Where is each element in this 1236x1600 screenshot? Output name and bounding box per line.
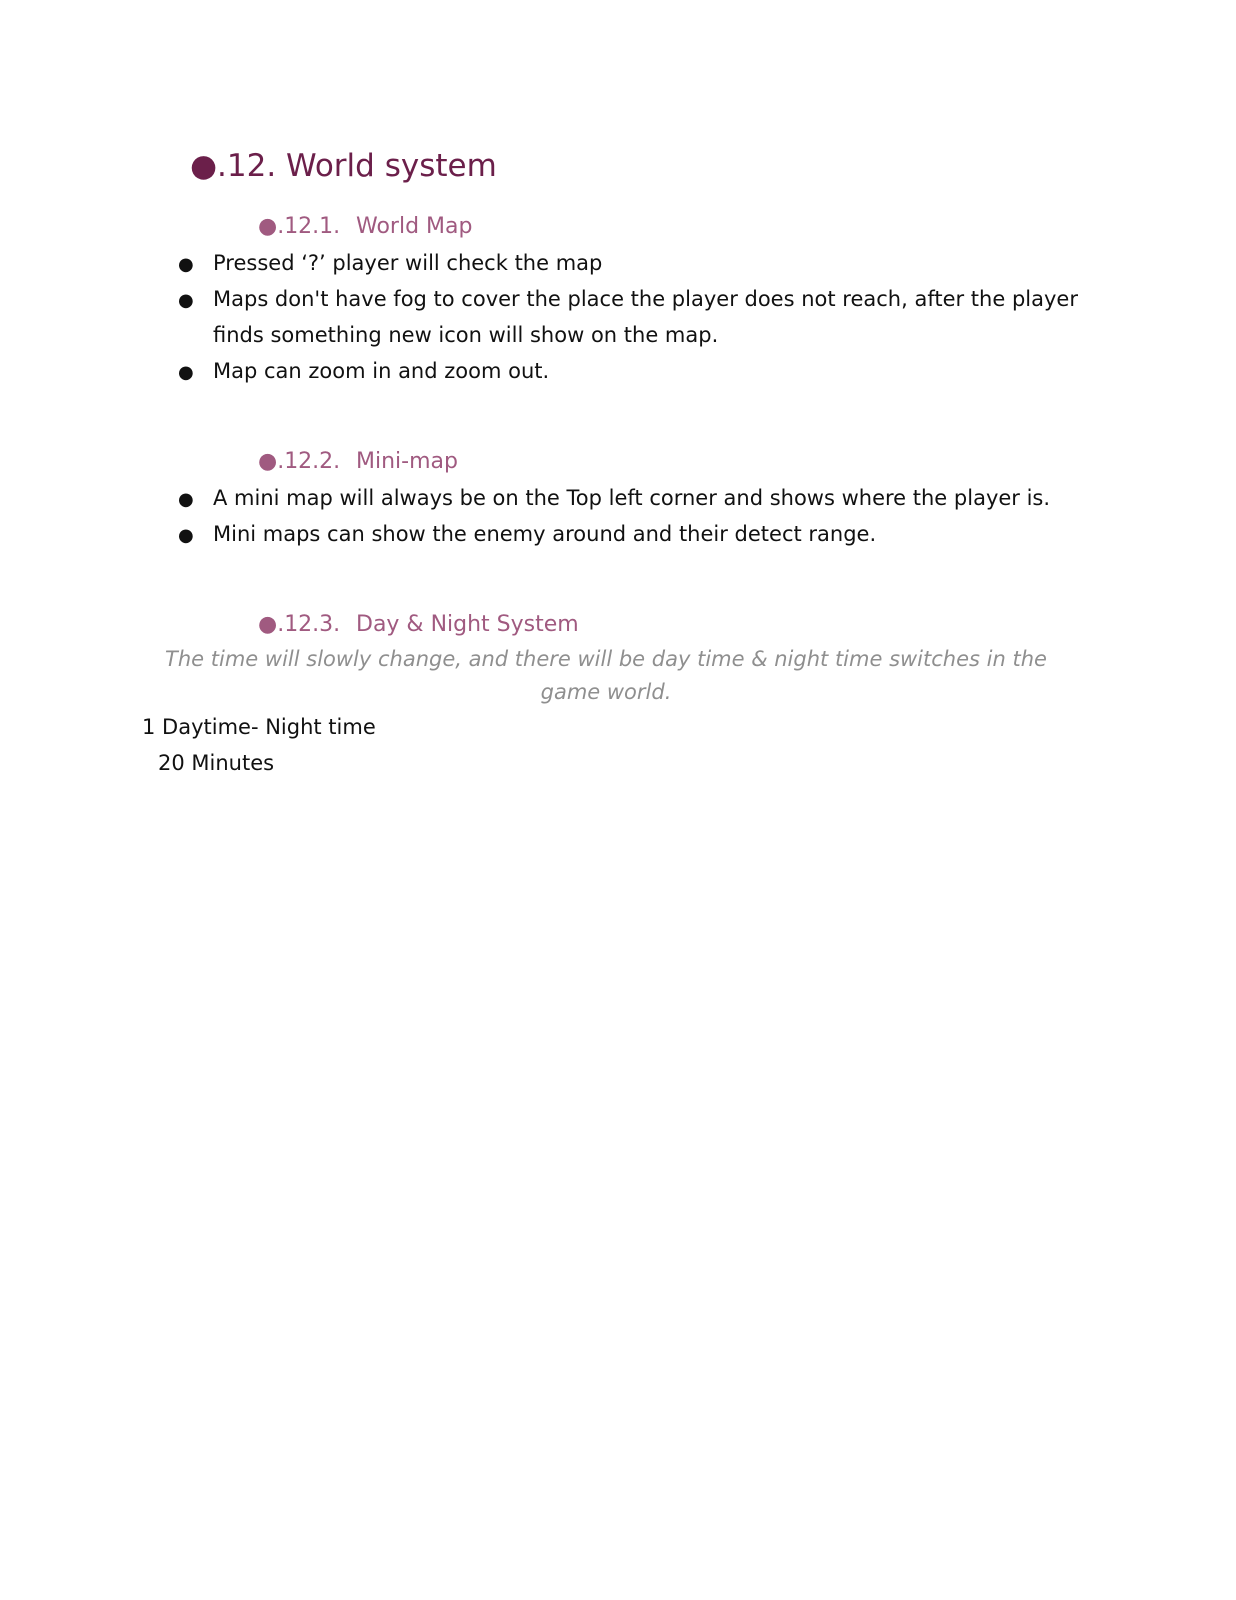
- subsection-number: ●.12.2.: [258, 449, 341, 474]
- section-heading: [190, 146, 497, 186]
- subsection-number: ●.12.3.: [258, 612, 341, 637]
- section-number: ●.12.: [190, 148, 277, 184]
- subsection-title: Day & Night System: [356, 612, 579, 637]
- list-item-text: Map can zoom in and zoom out.: [213, 359, 550, 383]
- list-item: [178, 281, 1078, 319]
- list-item: [178, 516, 876, 554]
- bullet-icon: ●: [178, 254, 194, 275]
- bullet-icon: ●: [178, 489, 194, 510]
- list-item: [178, 353, 549, 391]
- subsection-number: ●.12.1.: [258, 214, 341, 239]
- subsection-description: The time will slowly change, and there will be day time & night time switches in the game world.: [165, 647, 1047, 704]
- subsection-heading-mini-map: [258, 447, 458, 477]
- bullet-icon: ●: [178, 525, 194, 546]
- subsection-heading-world-map: [258, 212, 472, 242]
- bullet-icon: ●: [178, 362, 194, 383]
- list-item-text: A mini map will always be on the Top left corner and shows where the player is.: [213, 486, 1051, 510]
- duration-line: 20 Minutes: [158, 751, 275, 775]
- section-title: World system: [286, 148, 497, 184]
- cycle-line: 1 Daytime- Night time: [142, 715, 376, 739]
- bullet-icon: ●: [178, 290, 194, 311]
- list-item: [178, 245, 602, 283]
- list-item: [178, 480, 1050, 518]
- list-item-text: Mini maps can show the enemy around and their detect range.: [213, 522, 877, 546]
- list-item-text: Maps don't have fog to cover the place the player does not reach, after the player: [213, 287, 1078, 311]
- list-item-text: Pressed ‘?’ player will check the map: [213, 251, 603, 275]
- subsection-title: World Map: [356, 214, 473, 239]
- subsection-heading-day-night: [258, 610, 579, 640]
- list-item-continuation: finds something new icon will show on the map.: [213, 323, 719, 347]
- subsection-title: Mini-map: [356, 449, 458, 474]
